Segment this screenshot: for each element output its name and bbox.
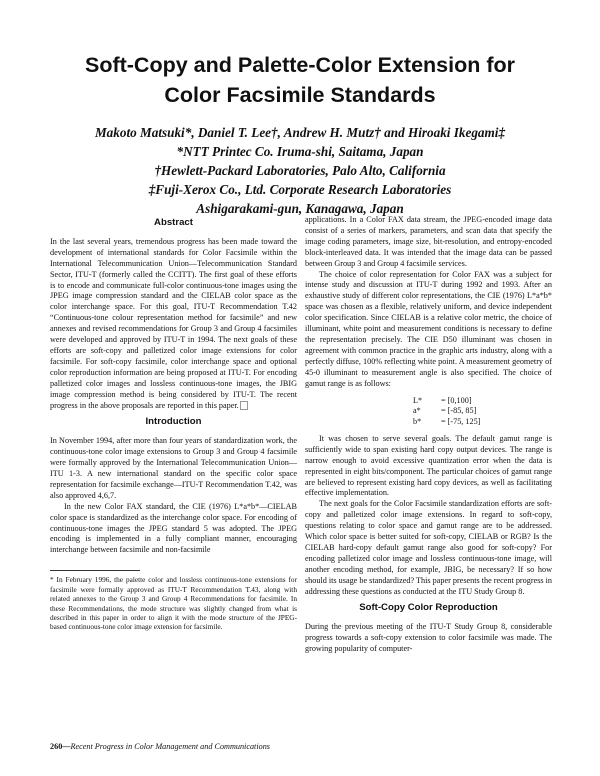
introduction-heading: Introduction [145, 416, 202, 428]
right-column [305, 215, 552, 655]
body-paragraph-3: It was chosen to serve several goals. The default gamut range is sufficiently wide to span existing hard copy output devices. The range is narrow enough to avoid excessive quantization error when the data is represented in eight bits/component. The particular choices of gamut range are believed to represent existing hard copy devices, as well as facilitating effective implementation. [305, 433, 552, 498]
body-paragraph-5: During the previous meeting of the ITU-T Study Group 8, considerable progress towards a soft-copy extension to color facsimile was made. The growing popularity of computer- [305, 622, 552, 654]
gamut-row-b: b* = [-75, 125] [413, 417, 481, 427]
title-line-2: Color Facsimile Standards [164, 83, 436, 107]
author-block [30, 123, 570, 218]
gamut-range-list [413, 396, 552, 428]
page-footer [50, 742, 270, 751]
footnote: * In February 1996, the palette color and lossless continuous-tone extensions for facsimile were formally approved as ITU-T Recommendation T.43, along with related annexes to the Group 3 and Group 4 Recommendations for facsimile. In these Recommendations, the mode structure was slightly changed from what is described in this paper in order to align it with the mode structure of the JPEG-based continuous-tone color image extension for facsimile. [50, 575, 297, 632]
body-paragraph-2: The choice of color representation for Color FAX was a subject for intense study and discussion at ITU-T during 1992 and 1993. After an exhaustive study of different color representations, the CIE (1976) L*a*b* space was chosen as a flexible, relatively uniform, and device independent color specification. Since CIELAB is a relative color metric, the choice of illuminant, white point and measurement conditions is necessary to define the representation precisely. The CIE D50 illuminant was chosen in agreement with common practice in the graphic arts industry, along with a perfectly diffuse, 100% reflecting white point. A measurement geometry of 45-0 illuminant to measurement angle is also specified. The choice of gamut range is as follows: [305, 269, 552, 388]
body-paragraph-4: The next goals for the Color Facsimile standardization efforts are soft-copy and palletized color image extensions. In regard to soft-copy, questions relating to color space and gamut range are to be addressed. Which color space is better suited for soft-copy, CIELAB or RGB? Is the CIELAB hard-copy default gamut range also good for soft-copy? For encoding palletized color image and lossless continuous-tone image, will another encoding method, for example, JBIG, be necessary? If so how should its usage be standardized? This paper presents the recent progress in addressing these questions as conducted at the ITU Study Group 8. [305, 499, 552, 596]
soft-copy-heading: Soft-Copy Color Reproduction [359, 602, 498, 614]
intro-paragraph-1: In November 1994, after more than four years of standardization work, the continuous-tone color image extensions to Group 3 and Group 4 facsimile were formally approved by the International Telecommunication Union—ITU 1-3. A new international standard on the specific color space representation for facsimile exchange—ITU-T Recommendation T.42, was also approved 4,6,7. [50, 436, 297, 500]
gamut-row-l: L* = [0,100] [413, 395, 472, 405]
affiliation-fuji-xerox: ‡Fuji-Xerox Co., Ltd. Corporate Research Laboratories [148, 182, 452, 197]
intro-paragraph-2: In the new Color FAX standard, the CIE (1976) L*a*b*—CIELAB color space is standardized as the interchange color space. For encoding of continuous-tone images the JPEG standard 5 was adopted. The JPEG encoding is implemented in a fully compliant manner, encouraging interchange between facsimile and non-facsimile [50, 501, 297, 555]
paper-title [40, 50, 560, 110]
body-paragraph-1: applications. In a Color FAX data stream, the JPEG-encoded image data consist of a series of markers, parameters, and scan data that specify the image coding parameters, image size, bit-resolution, and entropy-encoded block-interleaved data. It was intended that the image data can be passed between Group 3 and Group 4 facsimile services. [305, 215, 552, 268]
affiliation-hp: †Hewlett-Packard Laboratories, Palo Alto, California [154, 163, 446, 178]
abstract-text: In the last several years, tremendous progress has been made toward the development of international standards for Color Facsimile within the International Telecommunication Union—Telecommunication Standard Sector, ITU-T (formerly called the CCITT). The first goal of these efforts is to encode and communicate full-color continuous-tone images using the JPEG image compression standard and the CIELAB color space as the color interchange space. For this goal, ITU-T Recommendation T.42 “Continuous-tone colour representation method for facsimile” and new annexes and revised recommendations for Group 3 and Group 4 facsimiles were developed and approved by ITU-T in 1994. The next goals of these efforts are soft-copy and palletized color image extensions for color facsimile. For soft-copy facsimile, color interchange space and optional color reproduction information are being proposed at ITU-T. For encoding palletized color images and lossless continuous-tone images, the JBIG image compression method is being considered by ITU-T. The recent progress in the above proposals are reported in this paper. [50, 236, 297, 410]
affiliation-ntt: *NTT Printec Co. Iruma-shi, Saitama, Japan [176, 144, 424, 159]
footer-publication: Recent Progress in Color Management and Communications [70, 742, 270, 751]
title-line-1: Soft-Copy and Palette-Color Extension for [84, 53, 516, 77]
annotation-marker-icon [240, 401, 248, 410]
footnote-divider [50, 570, 140, 571]
author-names: Makoto Matsuki*, Daniel T. Lee†, Andrew H. Mutz† and Hiroaki Ikegami‡ [94, 125, 506, 140]
left-column [50, 215, 297, 632]
affiliation-location: Ashigarakami-gun, Kanagawa, Japan [196, 201, 404, 216]
page-number: 260— [50, 742, 71, 751]
abstract-heading: Abstract [154, 217, 193, 228]
gamut-row-a: a* = [-85, 85] [413, 406, 477, 416]
